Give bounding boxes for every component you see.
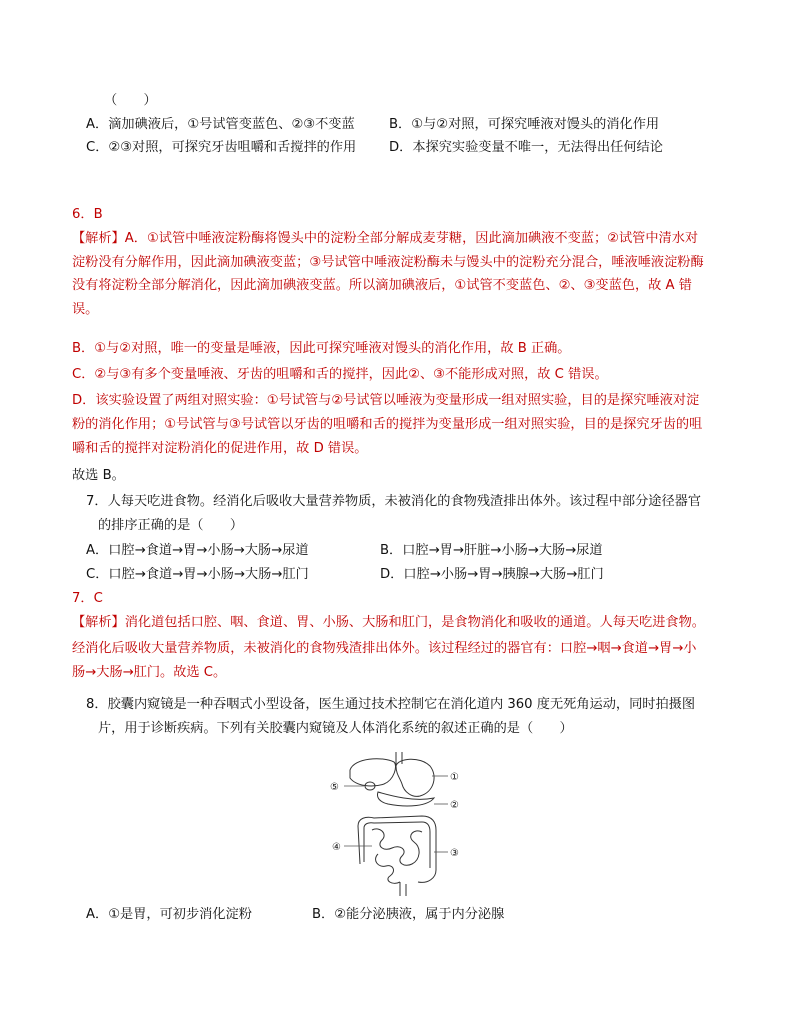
a6-answer: 6．B (72, 207, 103, 222)
diagram-label-5: ⑤ (330, 782, 339, 793)
q6-option-a: A．滴加碘液后，①号试管变蓝色、②③不变蓝 (86, 117, 355, 132)
a7-tag: 【解析】 (72, 615, 125, 630)
a6-tag: 【解析】 (72, 231, 125, 246)
a7-line-3: 肠→大肠→肛门。故选 C。 (72, 665, 227, 680)
q8-stem-1: 8．胶囊内窥镜是一种吞咽式小型设备，医生通过技术控制它在消化道内 360 度无死角运动，同时拍摄图 (86, 697, 696, 712)
a7-text-1: 消化道包括口腔、咽、食道、胃、小肠、大肠和肛门，是食物消化和吸收的通道。人每天吃进食物。 (124, 615, 705, 630)
q8-option-b: B．②能分泌胰液，属于内分泌腺 (312, 907, 505, 922)
a6-line-5: B．①与②对照，唯一的变量是唾液，因此可探究唾液对馒头的消化作用，故 B 正确。 (72, 341, 571, 356)
a6-line-2: 淀粉没有分解作用，因此滴加碘液变蓝；③号试管中唾液淀粉酶未与馒头中的淀粉充分混合，唾液唾液淀粉酶 (72, 255, 704, 270)
digestive-system-diagram (322, 752, 472, 897)
q6-option-b: B．①与②对照，可探究唾液对馒头的消化作用 (389, 117, 660, 132)
q8-option-a: A．①是胃，可初步消化淀粉 (86, 907, 252, 922)
a6-line-8: 粉的消化作用；①号试管与③号试管以牙齿的咀嚼和舌的搅拌为变量形成一组对照实验，目的是探究牙齿的咀 (72, 417, 703, 432)
q6-stem-paren: （ ） (104, 93, 157, 108)
q7-option-c: C．口腔→食道→胃→小肠→大肠→肛门 (86, 567, 309, 582)
stomach-shape (396, 759, 434, 796)
a6-line-3: 没有将淀粉全部分解消化，因此滴加碘液变蓝。所以滴加碘液后，①试管不变蓝色、②、③变蓝色，故 A 错 (72, 278, 692, 293)
q7-stem-1: 7．人每天吃进食物。经消化后吸收大量营养物质，未被消化的食物残渣排出体外。该过程中部分途径器官 (86, 494, 702, 509)
q7-option-a: A．口腔→食道→胃→小肠→大肠→尿道 (86, 543, 309, 558)
a6-conclusion: 故选 B。 (72, 468, 125, 483)
rectum-shape (400, 882, 406, 896)
a6-line-7: D．该实验设置了两组对照实验：①号试管与②号试管以唾液为变量形成一组对照实验，目的是探究唾液对淀 (72, 393, 700, 408)
a6-line-4: 误。 (72, 302, 99, 317)
liver-shape (350, 759, 396, 786)
a6-text-1: A．①试管中唾液淀粉酶将馒头中的淀粉全部分解成麦芽糖，因此滴加碘液不变蓝；②试管中清水对 (124, 231, 699, 246)
q7-stem-2: 的排序正确的是（ ） (98, 518, 244, 533)
diagram-label-2: ② (450, 800, 459, 811)
a7-line-1 (72, 614, 705, 632)
small-intestine-shape (372, 829, 422, 883)
a6-line-9: 嚼和舌的搅拌对淀粉消化的促进作用，故 D 错误。 (72, 441, 368, 456)
large-intestine-shape (358, 816, 436, 882)
q6-option-c: C．②③对照，可探究牙齿咀嚼和舌搅拌的作用 (86, 140, 357, 155)
a6-line-6: C．②与③有多个变量唾液、牙齿的咀嚼和舌的搅拌，因此②、③不能形成对照，故 C 错误。 (72, 367, 608, 382)
q7-option-d: D．口腔→小肠→胃→胰腺→大肠→肛门 (380, 567, 604, 582)
a7-line-2: 经消化后吸收大量营养物质，未被消化的食物残渣排出体外。该过程经过的器官有：口腔→咽→食道→胃→小 (72, 641, 697, 656)
diagram-label-3: ③ (450, 848, 459, 859)
q6-option-d: D．本探究实验变量不唯一，无法得出任何结论 (389, 140, 663, 155)
q7-option-b: B．口腔→胃→肝脏→小肠→大肠→尿道 (380, 543, 603, 558)
q8-stem-2: 片，用于诊断疾病。下列有关胶囊内窥镜及人体消化系统的叙述正确的是（ ） (98, 721, 573, 736)
diagram-label-4: ④ (332, 842, 341, 853)
diagram-label-1: ① (450, 772, 459, 783)
a7-answer: 7．C (72, 591, 103, 606)
a6-line-1 (72, 230, 698, 248)
